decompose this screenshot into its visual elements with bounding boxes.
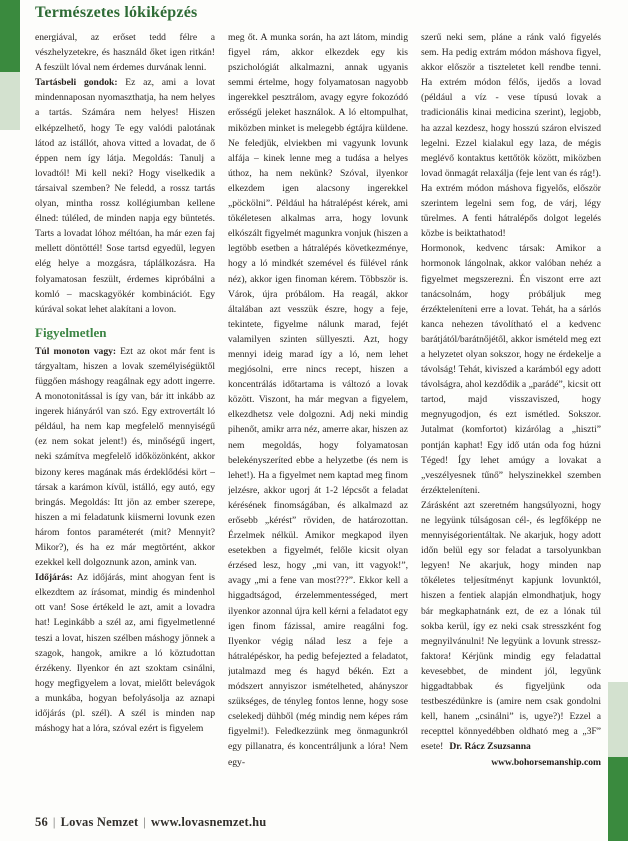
right-edge-light-green-bar: [608, 682, 628, 757]
paragraph: [421, 241, 601, 498]
paragraph: [35, 75, 215, 317]
author-website: www.bohorsemanship.com: [491, 756, 601, 768]
article-column-3: [421, 30, 601, 816]
paragraph-lead: Tartásbeli gondok:: [35, 77, 118, 89]
magazine-website: www.lovasnemzet.hu: [151, 815, 267, 829]
article-column-1: [35, 30, 215, 816]
magazine-name: Lovas Nemzet: [60, 815, 139, 829]
paragraph-text: Ezt az okot már fent is tárgyaltam, hiszen a lovak személyiségüktől függően máshogy reagálnak egy adott ingerre. A monotonitással is így van, bár itt inkább az ingerek hiányáról van szó. Egy extrovertált ló például, ha nem kap megfelelő mennyiségű (ez nem sokat jelent!) és, minőségű ingert, neki számítva megfelelő időközönként, akkor bizony keres magának más érdeklődési kört – társak a karámon kívül, istálló, egy autó, egy bringás. Megoldás: Itt jön az ember szerepe, hiszen a mi feladatunk kiismerni lovunk ezen három fontos paraméterét (mit? Mennyit? Mikor?), és ha ez már megtörtént, akkor ezekkel kell dolgoznunk azon, amink van.: [35, 345, 215, 569]
paragraph-text: energiával, az erőset tedd félre a vészhelyzetekre, és használd őket igen ritkán! A feszült lóval nem érdemes durvának lenni.: [35, 32, 215, 74]
paragraph-text: szerű neki sem, pláne a ránk való figyelés sem. Ha pedig extrám módon máshova figyel, akkor először a tiszteletet kell rendbe tenni. Ha extrém módon félős, ijedős a lovad (például a víz - vese típusú lovak a tradicionális kinai medicina szerint), legjobb, ha azzal kezdesz, hogy hosszú száron elviszed legelni. Ezzel kialakul egy laza, de mégis meglévő kontaktus kettőtök között, miközben lovad önmagát relaxálja (feje lent van és rág!). Ha extrém módon máshova figyelős, először szerintem legelni sem fog, de várj, légy türelmes. A fenti hátralépős dolgot legelés közbe is beiktathatod!: [421, 32, 601, 240]
section-heading: Figyelmetlen: [35, 324, 107, 340]
paragraph-lead: Túl monoton vagy:: [35, 345, 117, 357]
left-edge-light-green-bar: [0, 72, 20, 130]
paragraph: [35, 344, 215, 570]
paragraph-text: Hormonok, kedvenc társak: Amikor a hormonok lángolnak, akkor valóban nehéz a figyelmet megszerezni. Én viszont erre azt tanácsolnám, hogy próbáljuk meg érzékteleníteni erre a lovat. Tehát, ha a sárlós kanca nehezen távolítható el a kedvenc barátjától/barátnőjétől, akkor ismételd meg ezt a helyzetet olyan sokszor, hogy ne érdekelje a távolság! Tehát, kiviszed a karámból egy adott távolságra, ahol kezdődik a „parádé”, kicsit ott tartod, majd visszaviszed, hogy megnyugodjon, és ezt ismétled. Sokszor. Jutalmat (komfortot) kizárólag a „hiszti” pontján kaphat! Egy idő után oda fog húzni Téged! Így lehet amúgy a lovakat a „veszélyesnek tűnő” helyszinekkel szemben érzékteleníteni.: [421, 243, 601, 496]
paragraph-text: meg őt. A munka során, ha azt látom, mindig figyel rám, akkor elkezdek egy kis pszichológiát alkalmazni, annak ugyanis semmi értelme, hogy folyamatosan nagyobb ingerekkel pesztrálom, avagy egyre fokozódó erősségű jeleket használok. A ló eltompulhat, miközben minket is melegebb égtájra küldene. Ne feledjük, elviekben mi vagyunk lovunk alfája – kinek lenne meg a tudása a helyes úthoz, ha nem nekünk? Szóval, ilyenkor elkezdem igen alacsony ingerekkel „pöckölni”. Például ha hátralépést kérek, ami tökéletesen alkalmas arra, hogy lovunk elkószált figyelmét magunkra vonjuk (hiszen a legtöbb esetben a hátralépés következménye, hogy a ló mindkét szemével és fülével ránk néz), akkor igen finoman kérem. Többször is. Várok, újra próbálom. Ha reagál, akkor általában azt vesszük észre, hogy a feje, tekintete, figyelme nálunk marad, fejét valamilyen szinten süllyeszti. Azt, hogy mennyi ideig marad így a ló, nem lehet megjósolni, erre nincs recept, hiszen a koncentrálás időtartama is változó a lovak között. Viszont, ha már megvan a figyelem, elkezdhetsz vele dolgozni. Adj neki mindig pihenőt, amikr arra néz, amerre akar, hiszen az nem megoldás, hogy folyamatosan belekényszeríted ebbe a helyzetbe (és nem is lehet!). Ha a figyelmet nem kaptad meg finom jelzésre, akkor ugorj át 1-2 lépcsőt a feladat kérésének finomságában, és alkalmazd az erősebb „kérést” röviden, de határozottan. Érzelmek nélkül. Amikor megkapod ilyen esetekben a figyelmét, felőle kicsit olyan érzésed lesz, hogy „mi van, itt vagyok!”, avagy „mi a fene van most???”. Ekkor kell a higgadtságod, érzelemmentességed, mert ilyenkor azonnal újra kell kérni a feladatot egy igen finom fázissal, amire reagálni fog. Ilyenkor végig nálad lesz a feje a hátralépéskor, ha pedig befejezted a feladatot, jutalmazd meg és hagyd békén. Ezt a módszert annyiszor ismételheted, ahányszor szükséges, de tényleg fontos lenne, hogy sose cselekedj dühből (még mindig nem képes rám figyelmi!). Feledkezzünk meg önmagunkról egy pillanatra, és koncentráljunk a lóra! Nem egy-: [228, 32, 408, 768]
paragraph-lead: Időjárás:: [35, 572, 73, 584]
page-title: Természetes lókiképzés: [35, 4, 198, 21]
paragraph: [228, 30, 408, 770]
paragraph: [35, 570, 215, 736]
article-column-2: [228, 30, 408, 816]
footer-separator: |: [143, 815, 147, 829]
page-footer: [35, 815, 266, 830]
paragraph-text: Zárásként azt szeretném hangsúlyozni, hogy ne legyünk túlságosan cél-, és legfőképp ne mennyiségorientáltak. Ne akarjuk, hogy adott időn belül egy sor feladat a tarsolyunkban legyen! Ne akarjuk, hogy minden nap tökéletes teljesítményt kapjunk lovunktól, hiszen a fentiek alapján elmondhatjuk, hogy bár megkaphatnánk ezt, de ez a lónak túl sokba kerül, így ez neki csak stresszként fog megnyilvánulni! Ne legyünk a lovunk stressz-faktora! Kérjünk mindig egy feladattal kevesebbet, de mindent jól, legyünk higgadtabbak és figyeljünk oda testbeszédünkre is (amire nem csak gondolni kell, hanem „csinálni” is, ugye?)! Ezzel a recepttel könnyedébben oldható meg a „3F” esete!: [421, 499, 601, 753]
paragraph-text: Az időjárás, mint ahogyan fent is elkezdtem az írásomat, mindig és mindenhol ott van! Sose értékeld le azt, amit a lovadra hat! Leginkább a szél az, ami figyelmetlenné teszi a lovat, hiszen szélben máshogy jönnek a szagok, hangok, amikre a ló köztudottan érzékeny. Ilyenkor én azt szoktam csinálni, hogy megfigyelem a lovat, mielőtt belevágok a munkába, hogyan befolyásolja az aznapi időjárás (pl. szél). A szél is minden nap máshogy hat a lóra, szóval ezért is figyelem: [35, 572, 215, 735]
footer-separator: |: [52, 815, 56, 829]
paragraph: [35, 30, 215, 75]
author-name: Dr. Rácz Zsuzsanna: [449, 741, 531, 753]
paragraph-text: Ez az, ami a lovat mindennaposan nyomaszthatja, ha nem helyes a tartás. Számára nem helyes! Hiszen elképzelhető, hogy Te egy valódi palotának látod az istállót, ahova vitted a lovadat, de ő éppen nem így látja. Megoldás: Tanulj a lovadtól! Mi kell neki? Hogy viselkedik a társaival szemben? Ne feledd, a rossz tartás olyan, mintha rossz kollégiumban kellene élned: túléled, de minden napja egy büntetés. Tarts a lovadat lóhoz méltóan, ha már ezen faj mellett döntöttél! Sose tartsd egyedül, legyen elég helye a mozgásra, táplálkozásra. Ha folyamatosan feszült, érdemes kipróbálni a komló – macskagyökér kombinációt. Egy kúrával sokat lehet alakítani a lovon.: [35, 77, 215, 315]
right-edge-dark-green-bar: [608, 757, 628, 841]
article-body: [35, 30, 601, 816]
page-number: 56: [35, 815, 48, 829]
paragraph: [421, 30, 601, 241]
paragraph: [421, 498, 601, 755]
left-edge-dark-green-bar: [0, 0, 20, 72]
